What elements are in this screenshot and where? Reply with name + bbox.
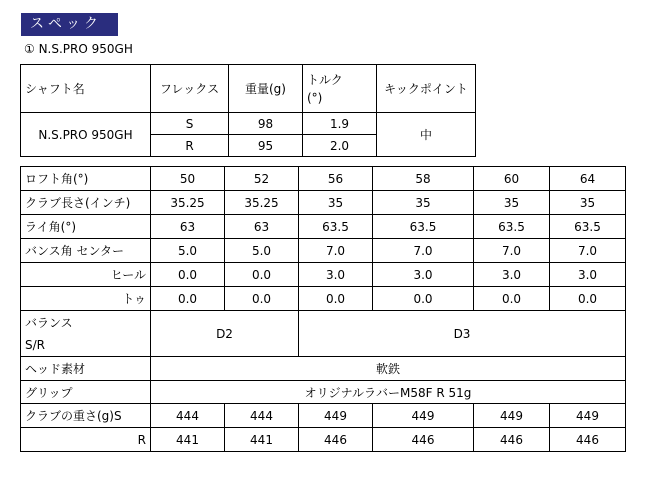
weight-header: 重量(g): [229, 65, 303, 113]
value-cell: 7.0: [550, 239, 626, 263]
value-cell: 449: [373, 404, 474, 428]
shaft-table: [20, 64, 476, 157]
value-cell: 449: [299, 404, 373, 428]
value-cell: 56: [299, 167, 373, 191]
shaft-note: ① N.S.PRO 950GH: [24, 42, 133, 56]
value-cell: 0.0: [225, 287, 299, 311]
value-cell: 5.0: [225, 239, 299, 263]
value-cell: 446: [373, 428, 474, 452]
value-cell: 0.0: [225, 263, 299, 287]
row-label: ヒール: [21, 263, 151, 287]
value-cell: 50: [151, 167, 225, 191]
flex-header: フレックス: [151, 65, 229, 113]
value-cell: 35: [373, 191, 474, 215]
balance-sublabel: S/R: [25, 337, 45, 352]
value-cell: 0.0: [474, 287, 550, 311]
value-cell: 63.5: [373, 215, 474, 239]
value-cell: 7.0: [474, 239, 550, 263]
kickpoint-header: キックポイント: [377, 65, 476, 113]
value-cell: 52: [225, 167, 299, 191]
bounce-heel-row: [21, 263, 626, 287]
loft-row: [21, 167, 626, 191]
length-row: [21, 191, 626, 215]
value-cell: 64: [550, 167, 626, 191]
row-label: クラブ長さ(インチ): [21, 191, 151, 215]
value-cell: 7.0: [299, 239, 373, 263]
value-cell: 35: [550, 191, 626, 215]
torque-cell: 2.0: [303, 135, 377, 157]
club-weight-s-row: [21, 404, 626, 428]
club-weight-r-row: [21, 428, 626, 452]
value-cell: 3.0: [474, 263, 550, 287]
value-cell: 5.0: [151, 239, 225, 263]
shaft-name-cell: N.S.PRO 950GH: [21, 113, 151, 157]
bounce-center-row: [21, 239, 626, 263]
value-cell: 63.5: [299, 215, 373, 239]
shaft-name-header: シャフト名: [21, 65, 151, 113]
row-label: トゥ: [21, 287, 151, 311]
row-label: ロフト角(°): [21, 167, 151, 191]
row-label: ヘッド素材: [21, 357, 151, 381]
bounce-toe-row: [21, 287, 626, 311]
value-cell: 63.5: [550, 215, 626, 239]
value-cell: 446: [474, 428, 550, 452]
head-material-row: [21, 357, 626, 381]
torque-header-line2: (°): [307, 90, 323, 105]
torque-cell: 1.9: [303, 113, 377, 135]
value-cell: 63.5: [474, 215, 550, 239]
value-cell: 35.25: [225, 191, 299, 215]
balance-value: D2: [151, 311, 299, 357]
row-label: R: [21, 428, 151, 452]
value-cell: 449: [474, 404, 550, 428]
torque-header: [303, 65, 377, 113]
value-cell: 60: [474, 167, 550, 191]
value-cell: 3.0: [299, 263, 373, 287]
balance-label: [21, 311, 151, 357]
value-cell: 446: [550, 428, 626, 452]
value-cell: 441: [225, 428, 299, 452]
balance-row: [21, 311, 626, 357]
kickpoint-cell: 中: [377, 113, 476, 157]
balance-label-text: バランス: [25, 315, 73, 330]
weight-cell: 98: [229, 113, 303, 135]
value-cell: 63: [151, 215, 225, 239]
grip-row: [21, 381, 626, 404]
weight-cell: 95: [229, 135, 303, 157]
value-cell: 35: [299, 191, 373, 215]
value-cell: 0.0: [299, 287, 373, 311]
torque-header-line1: トルク: [307, 72, 343, 87]
row-label: バンス角 センター: [21, 239, 151, 263]
value-cell: 63: [225, 215, 299, 239]
value-cell: 444: [151, 404, 225, 428]
value-cell: 3.0: [373, 263, 474, 287]
grip-value: オリジナルラバーM58F R 51g: [151, 381, 626, 404]
value-cell: 446: [299, 428, 373, 452]
lie-row: [21, 215, 626, 239]
value-cell: 0.0: [151, 287, 225, 311]
spec-table: [20, 166, 626, 452]
flex-cell: R: [151, 135, 229, 157]
value-cell: 7.0: [373, 239, 474, 263]
row-label: グリップ: [21, 381, 151, 404]
value-cell: 0.0: [550, 287, 626, 311]
value-cell: 35: [474, 191, 550, 215]
balance-value: D3: [299, 311, 626, 357]
value-cell: 58: [373, 167, 474, 191]
value-cell: 0.0: [151, 263, 225, 287]
flex-cell: S: [151, 113, 229, 135]
spec-section-header: スペック: [21, 13, 118, 36]
value-cell: 441: [151, 428, 225, 452]
value-cell: 449: [550, 404, 626, 428]
row-label: クラブの重さ(g)S: [21, 404, 151, 428]
value-cell: 3.0: [550, 263, 626, 287]
row-label: ライ角(°): [21, 215, 151, 239]
value-cell: 0.0: [373, 287, 474, 311]
value-cell: 444: [225, 404, 299, 428]
head-material-value: 軟鉄: [151, 357, 626, 381]
value-cell: 35.25: [151, 191, 225, 215]
